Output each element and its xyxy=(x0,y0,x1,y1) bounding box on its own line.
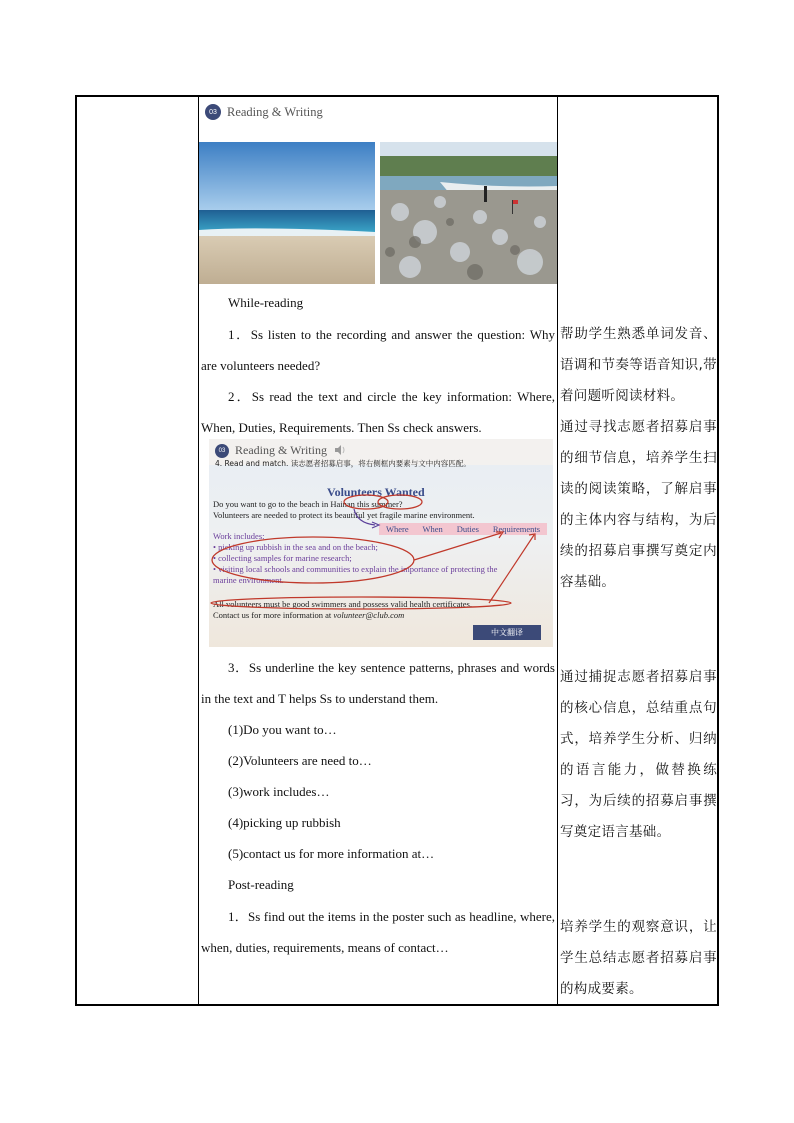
tag-duties: Duties xyxy=(456,524,479,534)
translate-button[interactable]: 中文翻译 xyxy=(473,625,541,640)
step3-item: (5)contact us for more information at… xyxy=(228,846,435,861)
slide-instruction: 4. Read and match. 读志愿者招募启事，将右侧框内要素与文中内容匹配。 xyxy=(215,459,471,468)
purpose-column xyxy=(558,97,717,1004)
procedure-column xyxy=(199,97,557,1004)
contact-email: volunteer@club.com xyxy=(333,610,405,620)
section-badge: 03 xyxy=(205,104,221,120)
contact-prefix: Contact us for more information at xyxy=(213,610,334,620)
step3-item: (3)work includes… xyxy=(228,784,330,799)
tag-when: When xyxy=(422,524,443,534)
slide-badge: 03 xyxy=(215,444,229,458)
design-note-4: 培养学生的观察意识，让学生总结志愿者招募启事的构成要素。 xyxy=(560,919,717,997)
design-note-2: 通过寻找志愿者招募启事的细节信息，培养学生扫读的阅读策略，了解启事的主体内容与结构，为后续的招募启事撰写奠定内容基础。 xyxy=(560,419,717,590)
work-item: • collecting samples for marine research; xyxy=(213,553,352,563)
while-reading-step1: 1．Ss listen to the recording and answer the question: Why are volunteers needed? xyxy=(201,327,555,373)
tag-requirements: Requirements xyxy=(492,524,541,534)
poster-line2: Volunteers are needed to protect its beautiful yet fragile marine environment. xyxy=(213,510,475,520)
clean-beach-photo xyxy=(199,142,375,284)
work-item: marine environment. xyxy=(213,575,284,585)
polluted-beach-photo xyxy=(380,142,557,284)
while-reading-step2: 2．Ss read the text and circle the key information: Where, When, Duties, Requirements. Then Ss check answers. xyxy=(201,389,555,435)
section-title: Reading & Writing xyxy=(227,104,323,119)
post-reading-heading: Post-reading xyxy=(228,877,294,892)
slide-title: Reading & Writing xyxy=(235,443,327,457)
reading-slide xyxy=(209,439,553,647)
section-header xyxy=(205,103,323,121)
requirement-line: All volunteers must be good swimmers and possess valid health certificates. xyxy=(213,599,472,609)
lesson-table xyxy=(75,95,719,1006)
while-reading-heading: While-reading xyxy=(228,295,304,310)
post-reading-step1: 1．Ss find out the items in the poster such as headline, where, when, duties, requirements, means of contact… xyxy=(201,909,555,955)
step3-item: (4)picking up rubbish xyxy=(228,815,341,830)
step3-item: (1)Do you want to… xyxy=(228,722,337,737)
annotation-marks xyxy=(209,439,553,647)
work-item: • picking up rubbish in the sea and on the beach; xyxy=(213,542,378,552)
poster-title: Volunteers Wanted xyxy=(327,485,425,499)
poster-line1: Do you want to go to the beach in Hainan this summer? xyxy=(213,499,403,509)
step3-item: (2)Volunteers are need to… xyxy=(228,753,372,768)
design-note-3: 通过捕捉志愿者招募启事的核心信息，总结重点句式，培养学生分析、归纳的语言能力，做替换练习，为后续的招募启事撰写奠定语言基础。 xyxy=(560,669,717,840)
step3-text: 3．Ss underline the key sentence patterns, phrases and words in the text and T helps Ss to understand them. xyxy=(201,660,555,706)
work-item: • visiting local schools and communities to explain the importance of protecting the xyxy=(213,564,498,574)
tag-where: Where xyxy=(385,524,409,534)
design-note-1: 帮助学生熟悉单词发音、语调和节奏等语音知识,带着问题听阅读材料。 xyxy=(560,326,717,404)
work-heading: Work includes: xyxy=(213,531,265,541)
